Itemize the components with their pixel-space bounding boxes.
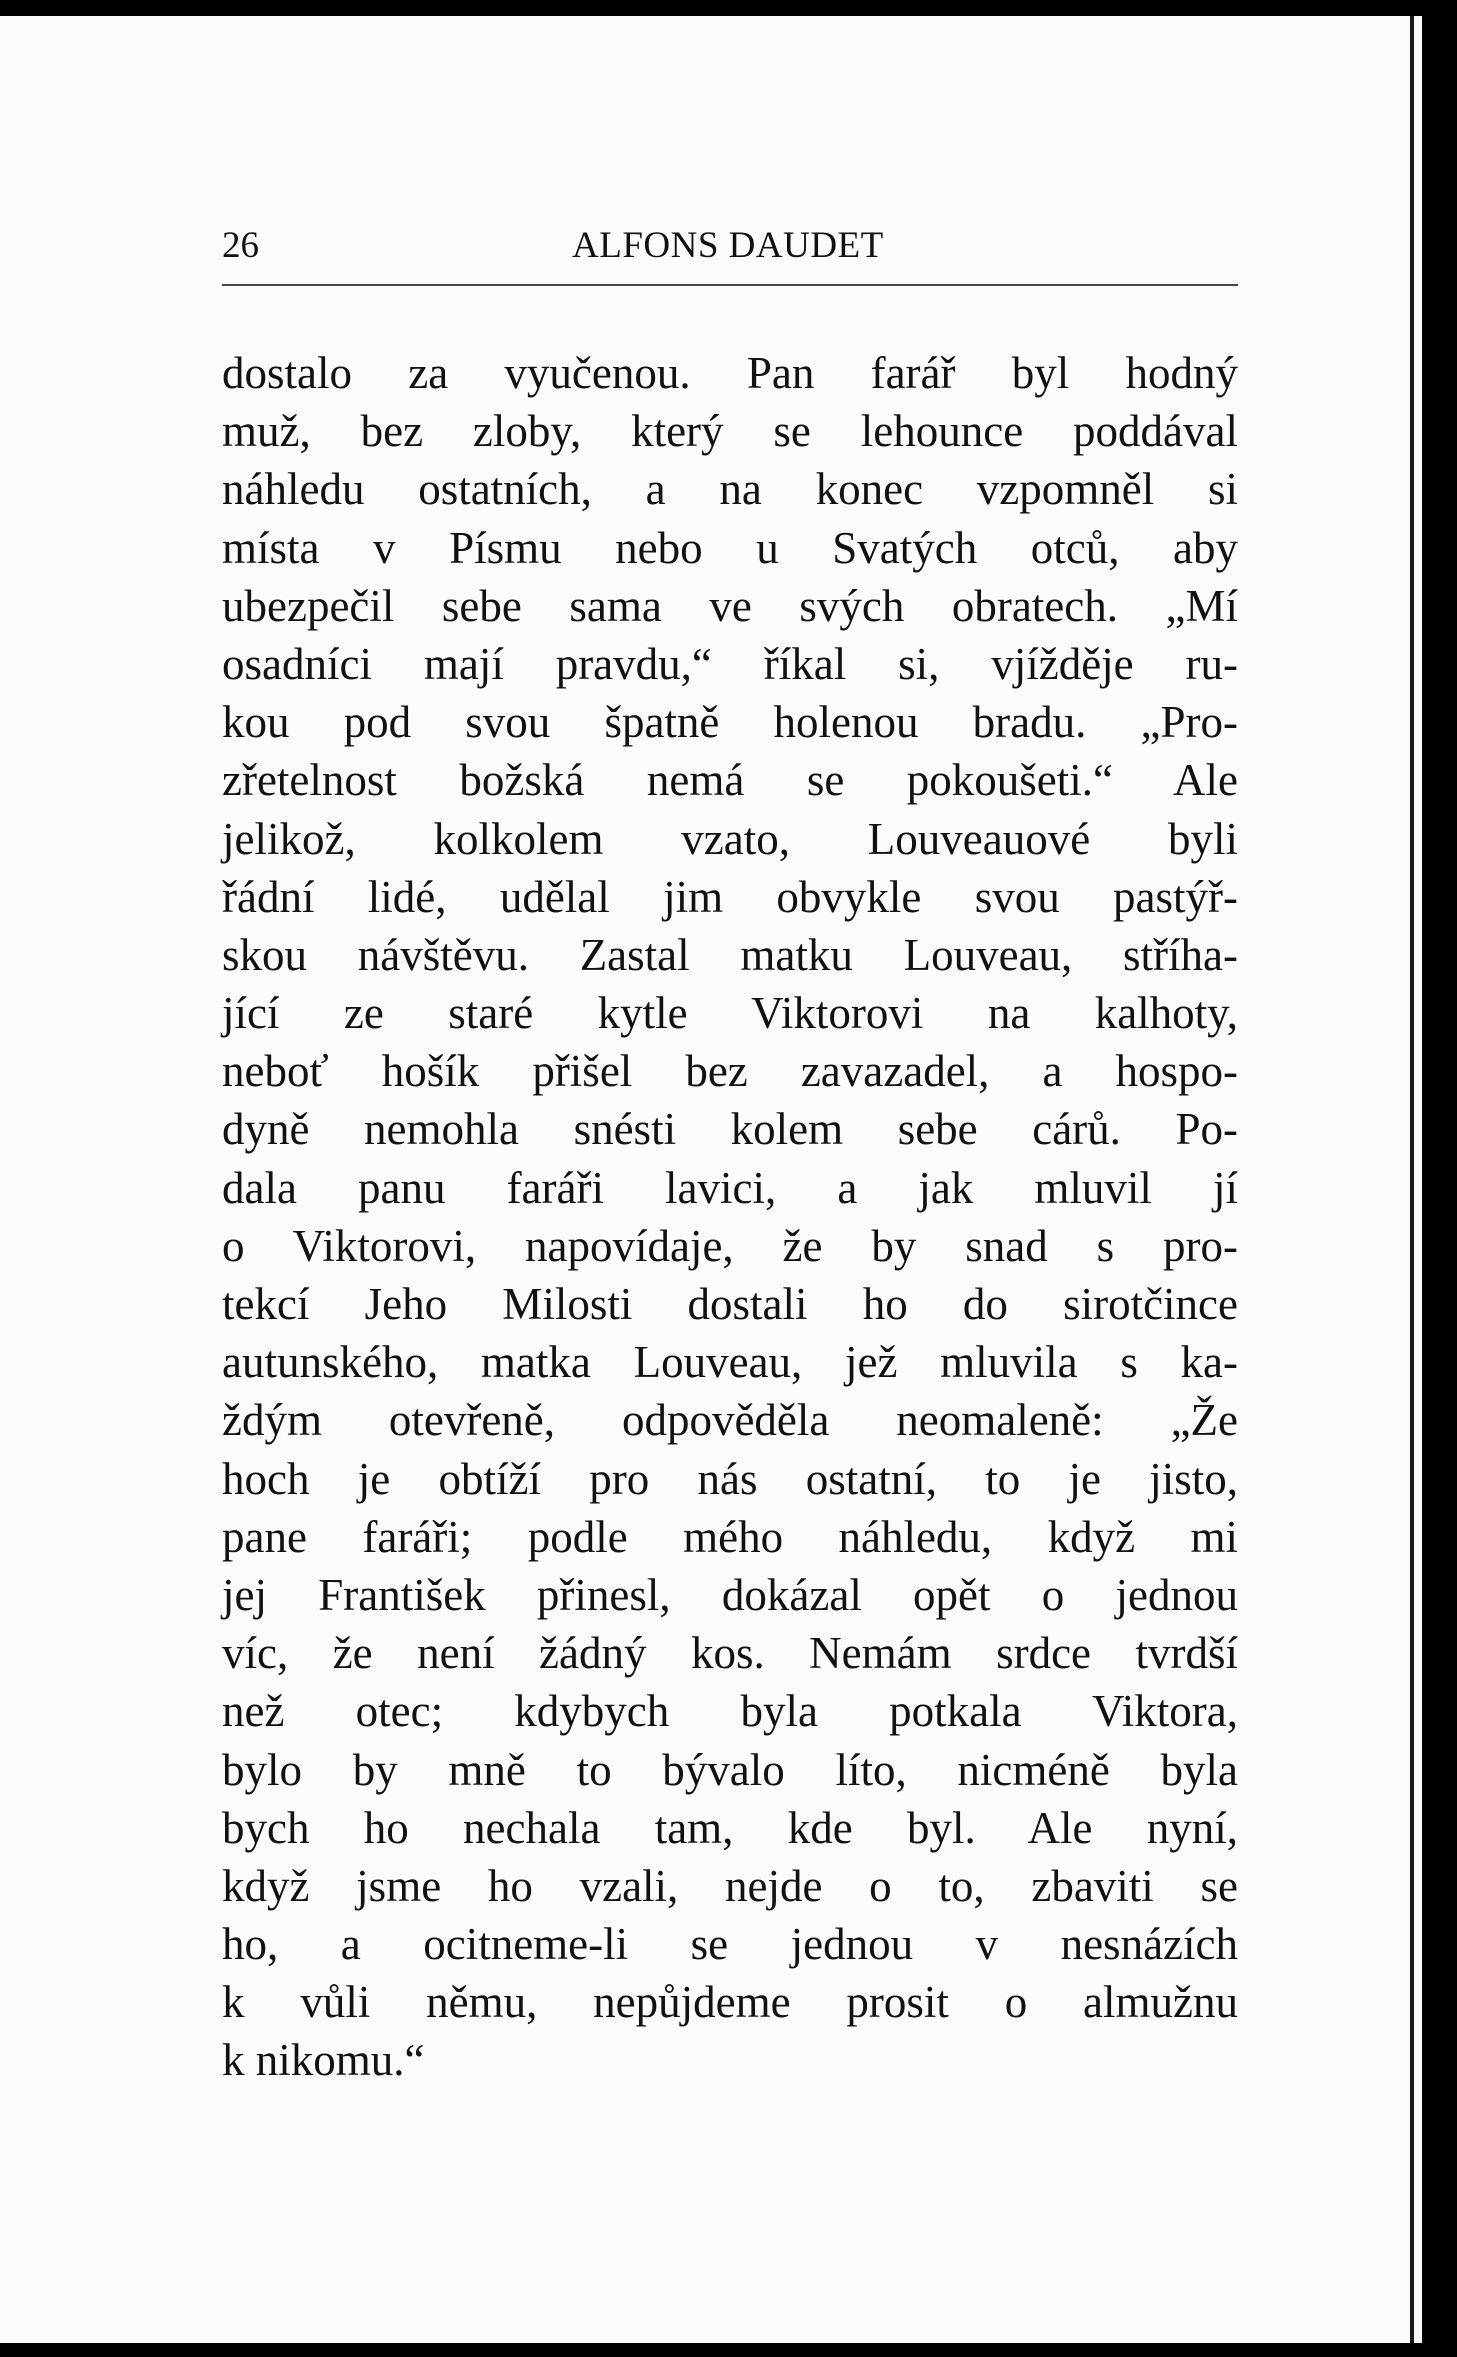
text-line: víc, že není žádný kos. Nemám srdce tvrdší	[222, 1628, 1238, 1679]
text-line: dostalo za vyučenou. Pan farář byl hodný	[222, 348, 1238, 398]
text-line: hoch je obtíží pro nás ostatní, to je jisto,	[222, 1453, 1238, 1504]
page-header	[222, 224, 1238, 272]
text-line: bych ho nechala tam, kde byl. Ale nyní,	[222, 1802, 1238, 1853]
text-line: tekcí Jeho Milosti dostali ho do sirotčince	[222, 1279, 1238, 1329]
text-line: k vůli němu, nepůjdeme prosit o almužnu	[222, 1977, 1238, 2028]
text-line: zřetelnost božská nemá se pokoušeti.“ Ale	[222, 755, 1238, 806]
running-title: ALFONS DAUDET	[572, 225, 884, 266]
text-line: místa v Písmu nebo u Svatých otců, aby	[222, 522, 1238, 573]
text-line: ubezpečil sebe sama ve svých obratech. „Mí	[222, 580, 1238, 631]
text-line: řádní lidé, udělal jim obvykle svou pastýř-	[222, 871, 1238, 922]
text-line: když jsme ho vzali, nejde o to, zbaviti se	[222, 1860, 1238, 1911]
text-line: dala panu faráři lavici, a jak mluvil jí	[222, 1162, 1238, 1213]
text-line: jící ze staré kytle Viktorovi na kalhoty,	[222, 988, 1238, 1039]
body-text	[222, 344, 1238, 2090]
text-line: ždým otevřeně, odpověděla neomaleně: „Že	[222, 1395, 1238, 1446]
text-line: osadníci mají pravdu,“ říkal si, vjížděje ru-	[222, 638, 1238, 689]
text-line: náhledu ostatních, a na konec vzpomněl si	[222, 464, 1238, 515]
text-line: pane faráři; podle mého náhledu, když mi	[222, 1511, 1238, 1562]
page-number: 26	[222, 225, 259, 266]
header-divider	[222, 284, 1238, 286]
text-line: kou pod svou špatně holenou bradu. „Pro-	[222, 697, 1238, 748]
text-line: o Viktorovi, napovídaje, že by snad s pro-	[222, 1220, 1238, 1271]
text-line: dyně nemohla snésti kolem sebe cárů. Po-	[222, 1104, 1238, 1155]
text-line: než otec; kdybych byla potkala Viktora,	[222, 1686, 1238, 1737]
text-line: bylo by mně to bývalo líto, nicméně byla	[222, 1744, 1238, 1795]
text-line: skou návštěvu. Zastal matku Louveau, stříha-	[222, 929, 1238, 980]
text-line: jej František přinesl, dokázal opět o jednou	[222, 1569, 1238, 1620]
text-line: k nikomu.“	[222, 2035, 425, 2086]
text-line: muž, bez zloby, který se lehounce poddával	[222, 406, 1238, 457]
text-line: neboť hošík přišel bez zavazadel, a hospo-	[222, 1046, 1238, 1097]
text-line: jelikož, kolkolem vzato, Louveauové byli	[222, 813, 1238, 864]
text-line: ho, a ocitneme-li se jednou v nesnázích	[222, 1919, 1238, 1970]
page-edge-rule	[1410, 16, 1414, 2343]
text-line: autunského, matka Louveau, jež mluvila s ka-	[222, 1337, 1238, 1388]
